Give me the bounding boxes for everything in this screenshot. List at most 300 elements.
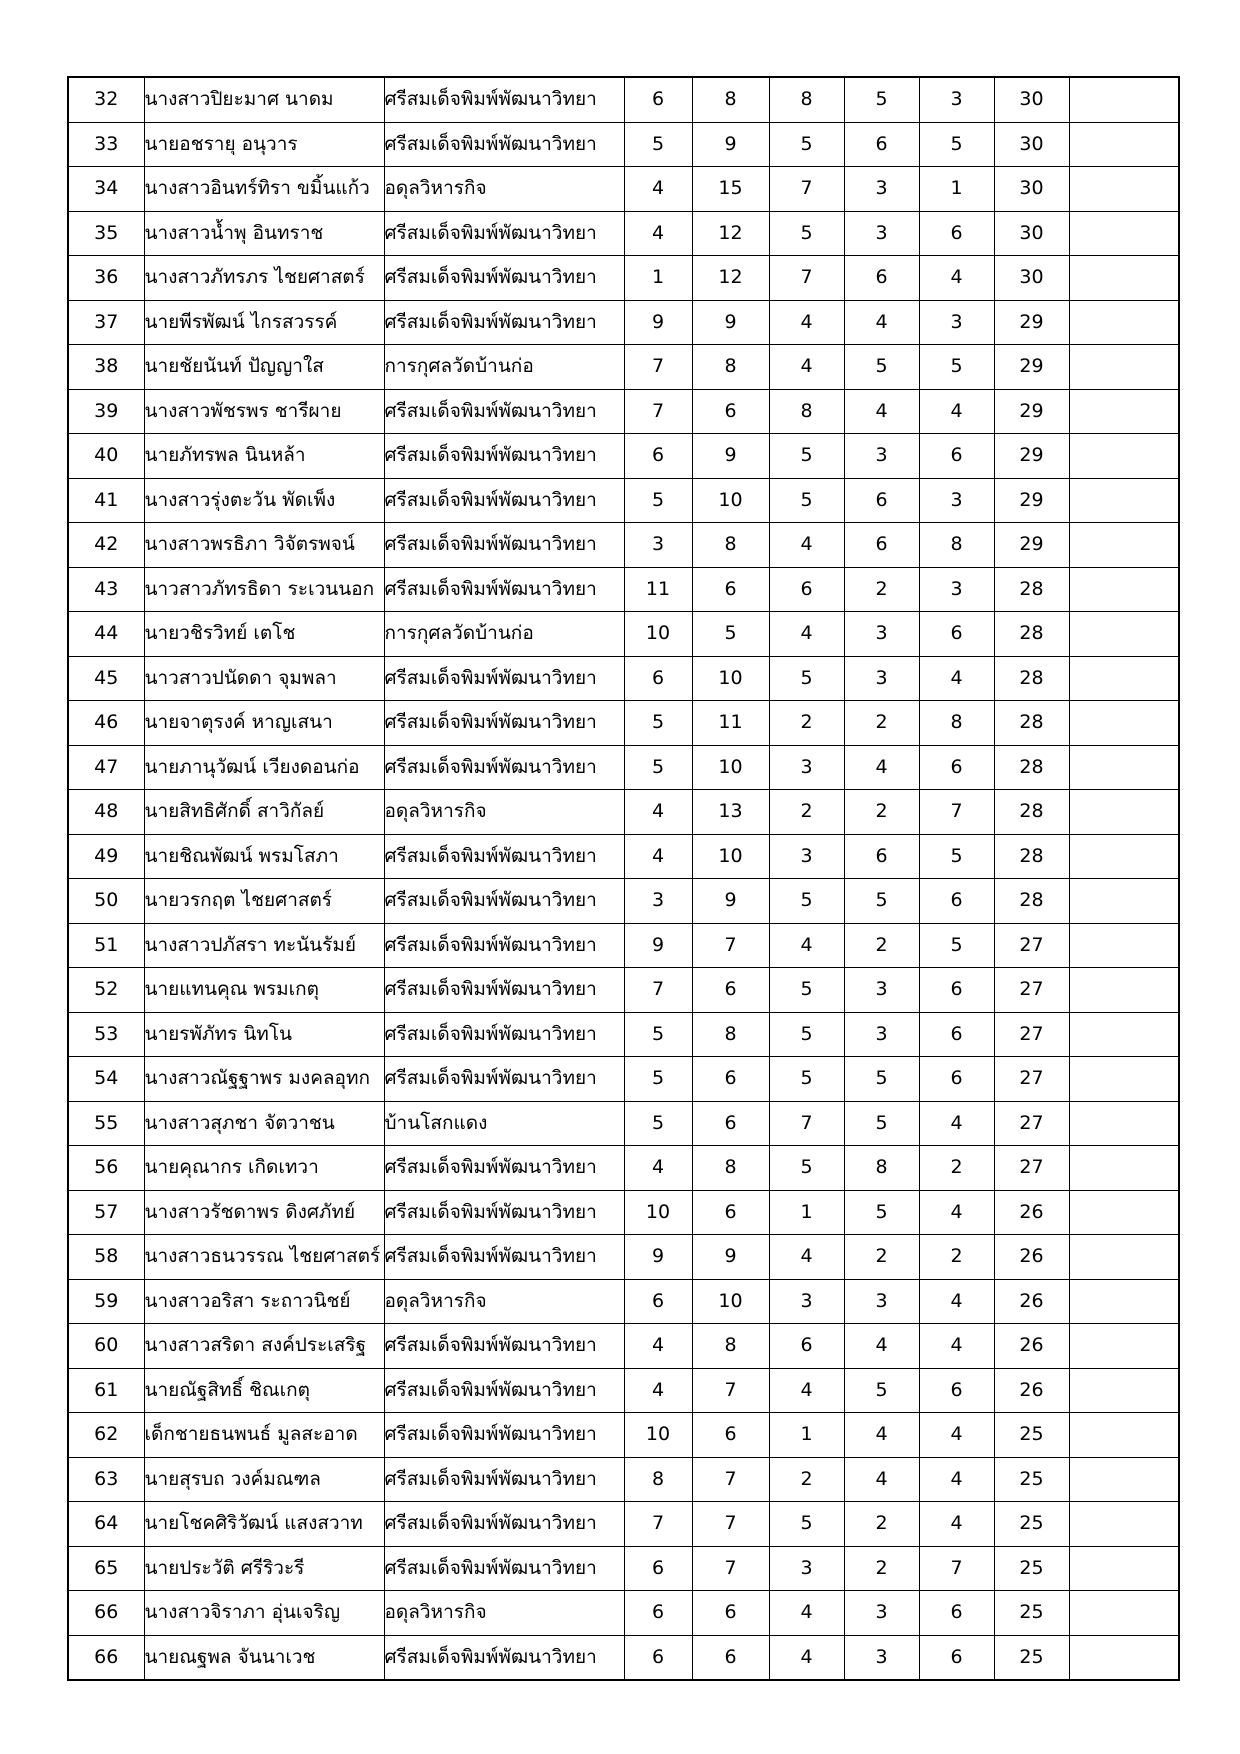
score-2-cell: 7	[692, 1546, 769, 1591]
score-5-cell: 8	[919, 523, 994, 568]
score-3-cell: 4	[769, 345, 844, 390]
score-5-cell: 6	[919, 1012, 994, 1057]
score-4-cell: 3	[844, 612, 919, 657]
note-cell	[1069, 612, 1179, 657]
row-number-cell: 45	[68, 656, 144, 701]
total-score-cell: 30	[994, 211, 1069, 256]
school-name-cell: ศรีสมเด็จพิมพ์พัฒนาวิทยา	[384, 701, 624, 746]
student-name-cell: นางสาวอินทร์ทิรา ขมิ้นแก้ว	[144, 167, 384, 212]
score-4-cell: 6	[844, 122, 919, 167]
score-5-cell: 4	[919, 1502, 994, 1547]
school-name-cell: ศรีสมเด็จพิมพ์พัฒนาวิทยา	[384, 923, 624, 968]
table-row	[68, 1591, 1179, 1636]
school-name-cell: ศรีสมเด็จพิมพ์พัฒนาวิทยา	[384, 1235, 624, 1280]
score-4-cell: 4	[844, 1457, 919, 1502]
table-row	[68, 1457, 1179, 1502]
score-1-cell: 7	[624, 345, 692, 390]
note-cell	[1069, 1012, 1179, 1057]
score-1-cell: 6	[624, 1279, 692, 1324]
total-score-cell: 27	[994, 1146, 1069, 1191]
student-name-cell: นางสาวน้ำพุ อินทราช	[144, 211, 384, 256]
total-score-cell: 29	[994, 389, 1069, 434]
table-row	[68, 1057, 1179, 1102]
score-5-cell: 2	[919, 1146, 994, 1191]
score-3-cell: 8	[769, 77, 844, 122]
note-cell	[1069, 1146, 1179, 1191]
score-4-cell: 3	[844, 1635, 919, 1680]
score-2-cell: 8	[692, 345, 769, 390]
score-3-cell: 4	[769, 923, 844, 968]
student-name-cell: นายรพัภัทร นิทโน	[144, 1012, 384, 1057]
score-2-cell: 6	[692, 389, 769, 434]
student-name-cell: นางสาวปภัสรา ทะนันรัมย์	[144, 923, 384, 968]
table-row	[68, 968, 1179, 1013]
score-3-cell: 2	[769, 701, 844, 746]
table-row	[68, 256, 1179, 301]
row-number-cell: 39	[68, 389, 144, 434]
score-1-cell: 5	[624, 701, 692, 746]
table-row	[68, 345, 1179, 390]
row-number-cell: 55	[68, 1101, 144, 1146]
score-1-cell: 6	[624, 434, 692, 479]
student-name-cell: นางสาวอริสา ระถาวนิชย์	[144, 1279, 384, 1324]
student-name-cell: นางสาวพัชรพร ชารีผาย	[144, 389, 384, 434]
score-2-cell: 5	[692, 612, 769, 657]
score-5-cell: 4	[919, 1101, 994, 1146]
score-2-cell: 6	[692, 968, 769, 1013]
score-1-cell: 6	[624, 1546, 692, 1591]
score-4-cell: 2	[844, 701, 919, 746]
school-name-cell: ศรีสมเด็จพิมพ์พัฒนาวิทยา	[384, 567, 624, 612]
score-2-cell: 13	[692, 790, 769, 835]
score-2-cell: 10	[692, 1279, 769, 1324]
score-4-cell: 5	[844, 1101, 919, 1146]
total-score-cell: 25	[994, 1591, 1069, 1636]
total-score-cell: 27	[994, 1057, 1069, 1102]
school-name-cell: บ้านโสกแดง	[384, 1101, 624, 1146]
row-number-cell: 60	[68, 1324, 144, 1369]
score-table	[67, 76, 1180, 1681]
school-name-cell: ศรีสมเด็จพิมพ์พัฒนาวิทยา	[384, 478, 624, 523]
school-name-cell: ศรีสมเด็จพิมพ์พัฒนาวิทยา	[384, 879, 624, 924]
table-row	[68, 523, 1179, 568]
student-name-cell: นายวรกฤต ไชยศาสตร์	[144, 879, 384, 924]
score-2-cell: 9	[692, 122, 769, 167]
total-score-cell: 29	[994, 523, 1069, 568]
row-number-cell: 49	[68, 834, 144, 879]
score-2-cell: 6	[692, 567, 769, 612]
table-row	[68, 790, 1179, 835]
score-1-cell: 9	[624, 300, 692, 345]
student-name-cell: นายวชิรวิทย์ เตโช	[144, 612, 384, 657]
note-cell	[1069, 701, 1179, 746]
score-3-cell: 7	[769, 167, 844, 212]
total-score-cell: 26	[994, 1324, 1069, 1369]
score-5-cell: 4	[919, 656, 994, 701]
score-5-cell: 4	[919, 389, 994, 434]
total-score-cell: 28	[994, 612, 1069, 657]
score-1-cell: 6	[624, 1591, 692, 1636]
note-cell	[1069, 300, 1179, 345]
score-3-cell: 3	[769, 834, 844, 879]
score-2-cell: 8	[692, 1012, 769, 1057]
school-name-cell: การกุศลวัดบ้านก่อ	[384, 612, 624, 657]
score-4-cell: 3	[844, 1279, 919, 1324]
table-row	[68, 1146, 1179, 1191]
row-number-cell: 53	[68, 1012, 144, 1057]
total-score-cell: 30	[994, 122, 1069, 167]
row-number-cell: 56	[68, 1146, 144, 1191]
school-name-cell: ศรีสมเด็จพิมพ์พัฒนาวิทยา	[384, 122, 624, 167]
score-2-cell: 8	[692, 523, 769, 568]
total-score-cell: 30	[994, 256, 1069, 301]
score-4-cell: 3	[844, 968, 919, 1013]
score-4-cell: 4	[844, 745, 919, 790]
row-number-cell: 33	[68, 122, 144, 167]
student-name-cell: นาวสาวปนัดดา จุมพลา	[144, 656, 384, 701]
score-3-cell: 5	[769, 656, 844, 701]
school-name-cell: ศรีสมเด็จพิมพ์พัฒนาวิทยา	[384, 1324, 624, 1369]
score-1-cell: 5	[624, 478, 692, 523]
student-name-cell: นางสาวสุภชา จัตวาชน	[144, 1101, 384, 1146]
score-1-cell: 10	[624, 612, 692, 657]
score-2-cell: 8	[692, 1324, 769, 1369]
school-name-cell: ศรีสมเด็จพิมพ์พัฒนาวิทยา	[384, 77, 624, 122]
score-5-cell: 6	[919, 434, 994, 479]
total-score-cell: 28	[994, 567, 1069, 612]
score-2-cell: 8	[692, 77, 769, 122]
total-score-cell: 25	[994, 1502, 1069, 1547]
score-5-cell: 5	[919, 345, 994, 390]
score-2-cell: 9	[692, 300, 769, 345]
note-cell	[1069, 1368, 1179, 1413]
score-1-cell: 9	[624, 1235, 692, 1280]
score-4-cell: 6	[844, 478, 919, 523]
total-score-cell: 25	[994, 1457, 1069, 1502]
school-name-cell: ศรีสมเด็จพิมพ์พัฒนาวิทยา	[384, 211, 624, 256]
student-name-cell: นายณฐพล จันนาเวช	[144, 1635, 384, 1680]
student-name-cell: นางสาวรุ่งตะวัน พัดเพ็ง	[144, 478, 384, 523]
score-1-cell: 4	[624, 1324, 692, 1369]
score-1-cell: 4	[624, 211, 692, 256]
score-4-cell: 8	[844, 1146, 919, 1191]
table-row	[68, 1235, 1179, 1280]
row-number-cell: 64	[68, 1502, 144, 1547]
note-cell	[1069, 434, 1179, 479]
score-5-cell: 6	[919, 612, 994, 657]
school-name-cell: ศรีสมเด็จพิมพ์พัฒนาวิทยา	[384, 256, 624, 301]
score-1-cell: 5	[624, 122, 692, 167]
table-row	[68, 1502, 1179, 1547]
score-2-cell: 7	[692, 1457, 769, 1502]
school-name-cell: ศรีสมเด็จพิมพ์พัฒนาวิทยา	[384, 523, 624, 568]
score-1-cell: 4	[624, 1368, 692, 1413]
score-3-cell: 1	[769, 1190, 844, 1235]
table-row	[68, 745, 1179, 790]
table-row	[68, 1413, 1179, 1458]
score-3-cell: 3	[769, 745, 844, 790]
score-3-cell: 5	[769, 434, 844, 479]
total-score-cell: 27	[994, 968, 1069, 1013]
total-score-cell: 26	[994, 1190, 1069, 1235]
table-row	[68, 122, 1179, 167]
row-number-cell: 42	[68, 523, 144, 568]
score-4-cell: 6	[844, 834, 919, 879]
note-cell	[1069, 1235, 1179, 1280]
score-3-cell: 7	[769, 1101, 844, 1146]
note-cell	[1069, 1502, 1179, 1547]
total-score-cell: 26	[994, 1235, 1069, 1280]
total-score-cell: 25	[994, 1546, 1069, 1591]
total-score-cell: 29	[994, 345, 1069, 390]
score-4-cell: 4	[844, 389, 919, 434]
total-score-cell: 29	[994, 434, 1069, 479]
score-5-cell: 3	[919, 77, 994, 122]
score-2-cell: 12	[692, 211, 769, 256]
score-5-cell: 4	[919, 1324, 994, 1369]
school-name-cell: ศรีสมเด็จพิมพ์พัฒนาวิทยา	[384, 1012, 624, 1057]
table-row	[68, 1635, 1179, 1680]
note-cell	[1069, 478, 1179, 523]
score-1-cell: 5	[624, 1101, 692, 1146]
total-score-cell: 25	[994, 1635, 1069, 1680]
row-number-cell: 52	[68, 968, 144, 1013]
score-1-cell: 1	[624, 256, 692, 301]
score-4-cell: 2	[844, 790, 919, 835]
row-number-cell: 46	[68, 701, 144, 746]
student-name-cell: นายณัฐสิทธิ์ ชิณเกตุ	[144, 1368, 384, 1413]
school-name-cell: ศรีสมเด็จพิมพ์พัฒนาวิทยา	[384, 1368, 624, 1413]
row-number-cell: 50	[68, 879, 144, 924]
score-3-cell: 5	[769, 1012, 844, 1057]
score-5-cell: 6	[919, 1635, 994, 1680]
student-name-cell: นางสาวรัชดาพร ดิงศภัทย์	[144, 1190, 384, 1235]
row-number-cell: 35	[68, 211, 144, 256]
note-cell	[1069, 389, 1179, 434]
table-row	[68, 77, 1179, 122]
student-name-cell: นางสาวพรธิภา วิจัตรพจน์	[144, 523, 384, 568]
score-3-cell: 3	[769, 1546, 844, 1591]
score-3-cell: 7	[769, 256, 844, 301]
score-4-cell: 6	[844, 256, 919, 301]
row-number-cell: 66	[68, 1591, 144, 1636]
score-3-cell: 4	[769, 1235, 844, 1280]
score-2-cell: 15	[692, 167, 769, 212]
table-row	[68, 701, 1179, 746]
score-1-cell: 6	[624, 656, 692, 701]
table-row	[68, 1279, 1179, 1324]
table-row	[68, 879, 1179, 924]
note-cell	[1069, 656, 1179, 701]
score-2-cell: 6	[692, 1591, 769, 1636]
student-name-cell: เด็กชายธนพนธ์ มูลสะอาด	[144, 1413, 384, 1458]
score-3-cell: 4	[769, 523, 844, 568]
row-number-cell: 47	[68, 745, 144, 790]
school-name-cell: ศรีสมเด็จพิมพ์พัฒนาวิทยา	[384, 1413, 624, 1458]
note-cell	[1069, 1101, 1179, 1146]
total-score-cell: 28	[994, 656, 1069, 701]
score-5-cell: 6	[919, 745, 994, 790]
note-cell	[1069, 1457, 1179, 1502]
score-3-cell: 5	[769, 478, 844, 523]
row-number-cell: 61	[68, 1368, 144, 1413]
note-cell	[1069, 567, 1179, 612]
note-cell	[1069, 1591, 1179, 1636]
score-3-cell: 1	[769, 1413, 844, 1458]
note-cell	[1069, 1413, 1179, 1458]
school-name-cell: อดุลวิหารกิจ	[384, 790, 624, 835]
score-2-cell: 9	[692, 1235, 769, 1280]
score-1-cell: 10	[624, 1190, 692, 1235]
row-number-cell: 54	[68, 1057, 144, 1102]
score-5-cell: 4	[919, 1279, 994, 1324]
note-cell	[1069, 1190, 1179, 1235]
student-name-cell: นายชิณพัฒน์ พรมโสภา	[144, 834, 384, 879]
note-cell	[1069, 167, 1179, 212]
student-name-cell: นางสาวภัทรภร ไชยศาสตร์	[144, 256, 384, 301]
table-row	[68, 389, 1179, 434]
note-cell	[1069, 745, 1179, 790]
table-row	[68, 1368, 1179, 1413]
note-cell	[1069, 77, 1179, 122]
score-1-cell: 7	[624, 1502, 692, 1547]
total-score-cell: 27	[994, 1012, 1069, 1057]
score-1-cell: 6	[624, 1635, 692, 1680]
row-number-cell: 62	[68, 1413, 144, 1458]
note-cell	[1069, 968, 1179, 1013]
school-name-cell: ศรีสมเด็จพิมพ์พัฒนาวิทยา	[384, 1457, 624, 1502]
score-1-cell: 4	[624, 834, 692, 879]
row-number-cell: 63	[68, 1457, 144, 1502]
score-4-cell: 4	[844, 1413, 919, 1458]
total-score-cell: 30	[994, 167, 1069, 212]
total-score-cell: 26	[994, 1368, 1069, 1413]
total-score-cell: 26	[994, 1279, 1069, 1324]
score-1-cell: 4	[624, 1146, 692, 1191]
score-2-cell: 6	[692, 1190, 769, 1235]
score-4-cell: 3	[844, 167, 919, 212]
score-3-cell: 6	[769, 567, 844, 612]
score-2-cell: 7	[692, 1368, 769, 1413]
table-row	[68, 478, 1179, 523]
row-number-cell: 32	[68, 77, 144, 122]
student-name-cell: นางสาวปิยะมาศ นาดม	[144, 77, 384, 122]
school-name-cell: ศรีสมเด็จพิมพ์พัฒนาวิทยา	[384, 968, 624, 1013]
score-1-cell: 8	[624, 1457, 692, 1502]
table-row	[68, 567, 1179, 612]
student-name-cell: นายสิทธิศักดิ์ สาวิกัลย์	[144, 790, 384, 835]
score-1-cell: 3	[624, 879, 692, 924]
score-3-cell: 5	[769, 1057, 844, 1102]
score-5-cell: 6	[919, 1368, 994, 1413]
score-1-cell: 7	[624, 389, 692, 434]
table-row	[68, 656, 1179, 701]
score-4-cell: 4	[844, 300, 919, 345]
score-3-cell: 5	[769, 122, 844, 167]
student-name-cell: นางสาวสริดา สงค์ประเสริฐ	[144, 1324, 384, 1369]
score-4-cell: 2	[844, 567, 919, 612]
row-number-cell: 57	[68, 1190, 144, 1235]
score-3-cell: 4	[769, 300, 844, 345]
score-4-cell: 5	[844, 345, 919, 390]
row-number-cell: 36	[68, 256, 144, 301]
table-row	[68, 612, 1179, 657]
table-row	[68, 167, 1179, 212]
student-name-cell: นายคุณากร เกิดเทวา	[144, 1146, 384, 1191]
total-score-cell: 28	[994, 879, 1069, 924]
student-name-cell: นางสาวณัฐฐาพร มงคลอุทก	[144, 1057, 384, 1102]
row-number-cell: 58	[68, 1235, 144, 1280]
row-number-cell: 37	[68, 300, 144, 345]
score-2-cell: 6	[692, 1101, 769, 1146]
score-4-cell: 5	[844, 1057, 919, 1102]
score-5-cell: 6	[919, 1591, 994, 1636]
score-5-cell: 4	[919, 256, 994, 301]
student-name-cell: นายโชคศิริวัฒน์ แสงสวาท	[144, 1502, 384, 1547]
score-3-cell: 5	[769, 1146, 844, 1191]
note-cell	[1069, 211, 1179, 256]
row-number-cell: 38	[68, 345, 144, 390]
score-3-cell: 4	[769, 1591, 844, 1636]
score-2-cell: 6	[692, 1413, 769, 1458]
total-score-cell: 28	[994, 701, 1069, 746]
score-1-cell: 10	[624, 1413, 692, 1458]
score-2-cell: 7	[692, 923, 769, 968]
score-3-cell: 5	[769, 211, 844, 256]
score-2-cell: 9	[692, 879, 769, 924]
score-3-cell: 5	[769, 879, 844, 924]
note-cell	[1069, 879, 1179, 924]
row-number-cell: 65	[68, 1546, 144, 1591]
score-1-cell: 5	[624, 1057, 692, 1102]
score-4-cell: 3	[844, 1012, 919, 1057]
score-5-cell: 6	[919, 879, 994, 924]
school-name-cell: อดุลวิหารกิจ	[384, 167, 624, 212]
score-1-cell: 5	[624, 745, 692, 790]
note-cell	[1069, 1635, 1179, 1680]
score-4-cell: 5	[844, 1190, 919, 1235]
total-score-cell: 25	[994, 1413, 1069, 1458]
total-score-cell: 29	[994, 300, 1069, 345]
table-row	[68, 300, 1179, 345]
score-3-cell: 5	[769, 968, 844, 1013]
table-row	[68, 1012, 1179, 1057]
school-name-cell: ศรีสมเด็จพิมพ์พัฒนาวิทยา	[384, 1502, 624, 1547]
score-1-cell: 9	[624, 923, 692, 968]
note-cell	[1069, 256, 1179, 301]
student-name-cell: นางสาวจิราภา อุ่นเจริญ	[144, 1591, 384, 1636]
school-name-cell: อดุลวิหารกิจ	[384, 1591, 624, 1636]
school-name-cell: ศรีสมเด็จพิมพ์พัฒนาวิทยา	[384, 745, 624, 790]
score-1-cell: 5	[624, 1012, 692, 1057]
row-number-cell: 43	[68, 567, 144, 612]
score-5-cell: 7	[919, 1546, 994, 1591]
score-1-cell: 7	[624, 968, 692, 1013]
score-5-cell: 1	[919, 167, 994, 212]
student-name-cell: นายชัยนันท์ ปัญญาใส	[144, 345, 384, 390]
school-name-cell: ศรีสมเด็จพิมพ์พัฒนาวิทยา	[384, 1635, 624, 1680]
school-name-cell: ศรีสมเด็จพิมพ์พัฒนาวิทยา	[384, 300, 624, 345]
total-score-cell: 29	[994, 478, 1069, 523]
score-1-cell: 4	[624, 790, 692, 835]
row-number-cell: 40	[68, 434, 144, 479]
total-score-cell: 30	[994, 77, 1069, 122]
score-5-cell: 2	[919, 1235, 994, 1280]
table-row	[68, 1101, 1179, 1146]
note-cell	[1069, 122, 1179, 167]
score-5-cell: 5	[919, 122, 994, 167]
total-score-cell: 28	[994, 745, 1069, 790]
